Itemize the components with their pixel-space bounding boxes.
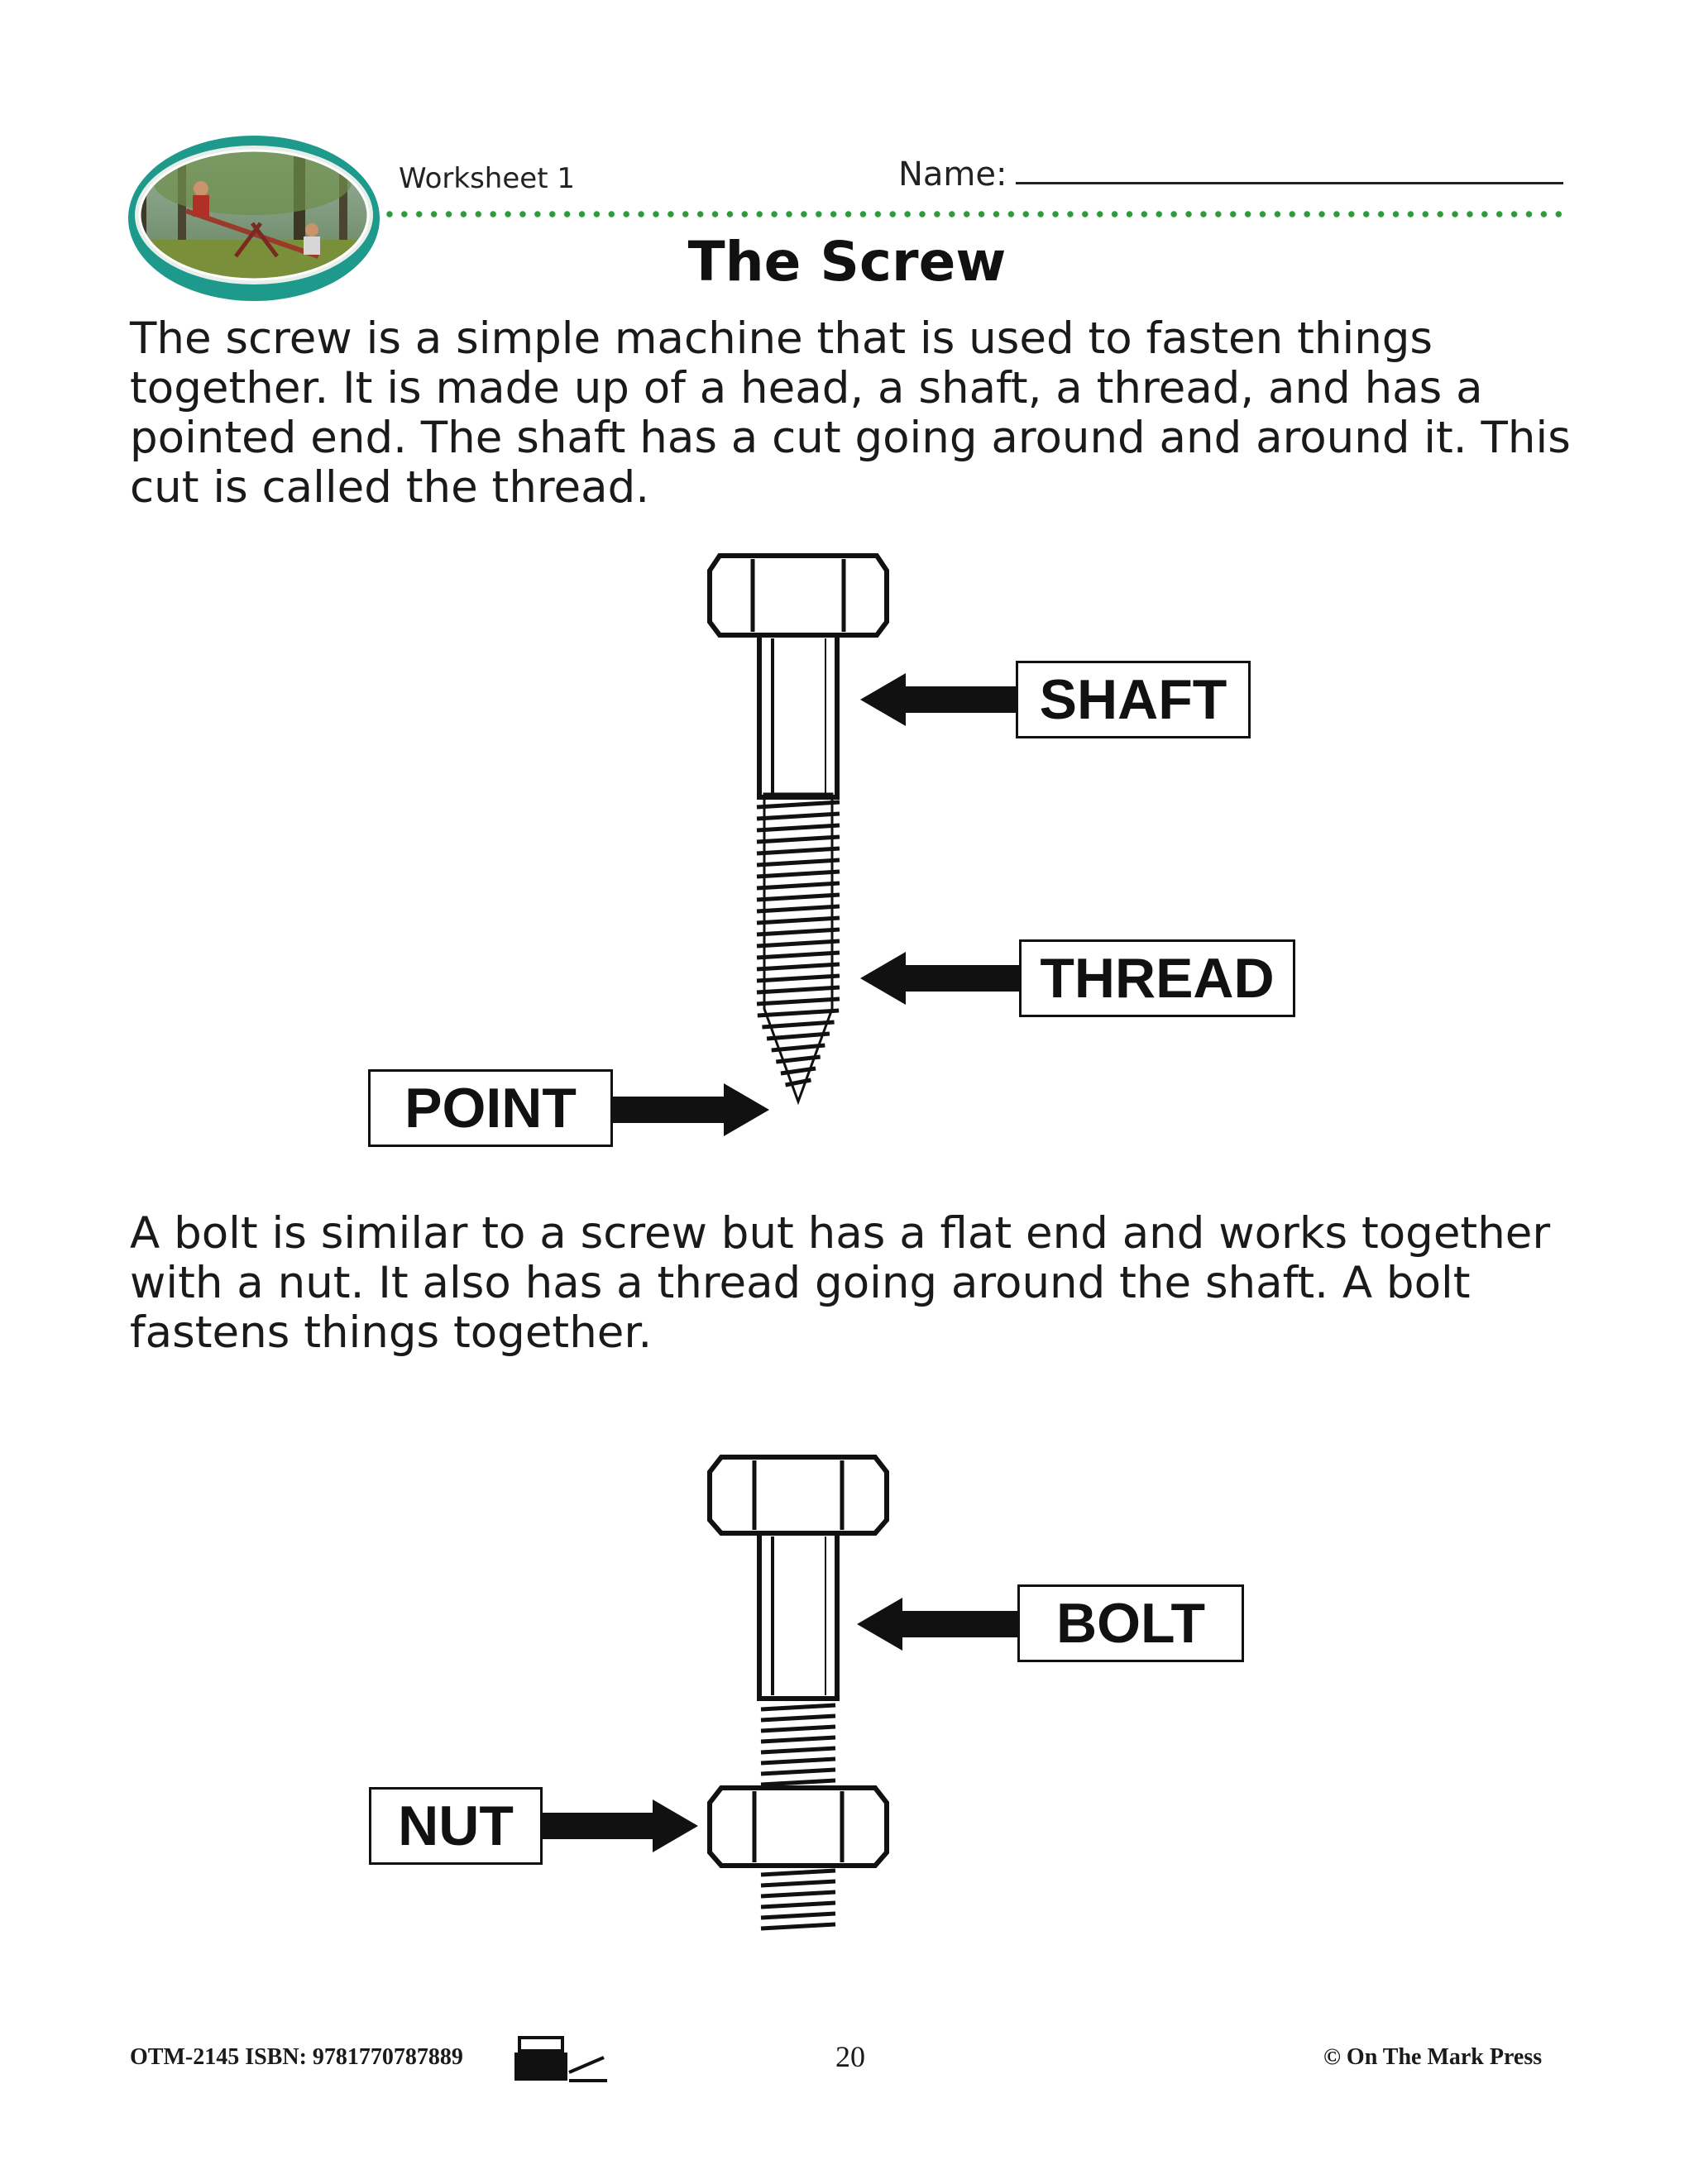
bolt-label: BOLT xyxy=(1017,1584,1244,1662)
thread-ridge xyxy=(757,930,840,934)
thread-ridge xyxy=(757,918,840,923)
thread-ridge xyxy=(757,953,840,958)
thread-ridge xyxy=(761,1737,835,1742)
thread-ridge xyxy=(757,802,840,807)
thread-ridge xyxy=(757,837,840,842)
intro-line: The screw is a simple machine that is used to fasten things xyxy=(130,313,1433,364)
thread-ridge xyxy=(761,1892,835,1896)
thread-ridge xyxy=(757,848,840,853)
nut-label: NUT xyxy=(369,1787,543,1865)
thread-ridge xyxy=(762,1022,834,1027)
thread-ridge xyxy=(757,814,840,819)
nut-arrow xyxy=(541,1793,698,1859)
thread-ridge xyxy=(761,1914,835,1918)
name-label: Name: xyxy=(898,155,1007,194)
thread-ridge xyxy=(761,1903,835,1907)
thread-ridge xyxy=(757,976,840,981)
thread-ridge xyxy=(757,941,840,946)
thread-ridge xyxy=(757,895,840,900)
bolt-illustration xyxy=(703,1447,893,1943)
thread-ridge xyxy=(761,1770,835,1774)
footer-isbn: OTM-2145 ISBN: 9781770787889 xyxy=(130,2044,463,2070)
thread-arrow xyxy=(860,945,1026,1011)
bolt-arrow xyxy=(857,1591,1022,1657)
bolt-line: A bolt is similar to a screw but has a flat end and works together xyxy=(130,1208,1551,1259)
thread-ridge xyxy=(757,964,840,969)
thread-ridge xyxy=(757,883,840,888)
shaft-label: SHAFT xyxy=(1016,661,1251,738)
thread-ridge xyxy=(761,1716,835,1720)
point-arrow xyxy=(612,1077,769,1143)
thread-ridge xyxy=(761,1759,835,1763)
bolt-line: fastens things together. xyxy=(130,1307,653,1358)
thread-ridge xyxy=(757,906,840,911)
thread-ridge xyxy=(761,1727,835,1731)
intro-line: cut is called the thread. xyxy=(130,462,650,513)
page-title: The Screw xyxy=(687,230,1007,294)
photocopier-icon xyxy=(511,2034,610,2084)
thread-ridge xyxy=(758,1011,839,1016)
thread-ridge xyxy=(761,1881,835,1885)
bolt-paragraph xyxy=(130,1209,1569,1358)
thread-ridge xyxy=(757,872,840,877)
thread-ridge xyxy=(786,1080,811,1085)
thread-ridge xyxy=(757,825,840,830)
thread-ridge xyxy=(761,1705,835,1709)
dotted-divider xyxy=(382,210,1567,218)
point-label: POINT xyxy=(368,1069,613,1147)
intro-line: pointed end. The shaft has a cut going around and around it. This xyxy=(130,413,1571,463)
screw-illustration xyxy=(703,546,893,1125)
thread-ridge xyxy=(757,987,840,992)
bolt-line: with a nut. It also has a thread going around the shaft. A bolt xyxy=(130,1258,1471,1308)
shaft-arrow xyxy=(860,667,1026,733)
footer-copyright: © On The Mark Press xyxy=(1323,2044,1543,2070)
thread-ridge xyxy=(761,1924,835,1928)
thread-ridge xyxy=(761,1748,835,1752)
page-number: 20 xyxy=(835,2040,865,2073)
intro-paragraph xyxy=(130,314,1569,513)
thread-ridge xyxy=(761,1780,835,1785)
worksheet-number: Worksheet 1 xyxy=(399,162,575,195)
thread-ridge xyxy=(757,999,840,1004)
thread-label: THREAD xyxy=(1019,939,1295,1017)
name-field-line[interactable] xyxy=(1016,182,1563,184)
thread-ridge xyxy=(757,860,840,865)
intro-line: together. It is made up of a head, a shaft, a thread, and has a xyxy=(130,363,1483,413)
thread-ridge xyxy=(761,1871,835,1875)
